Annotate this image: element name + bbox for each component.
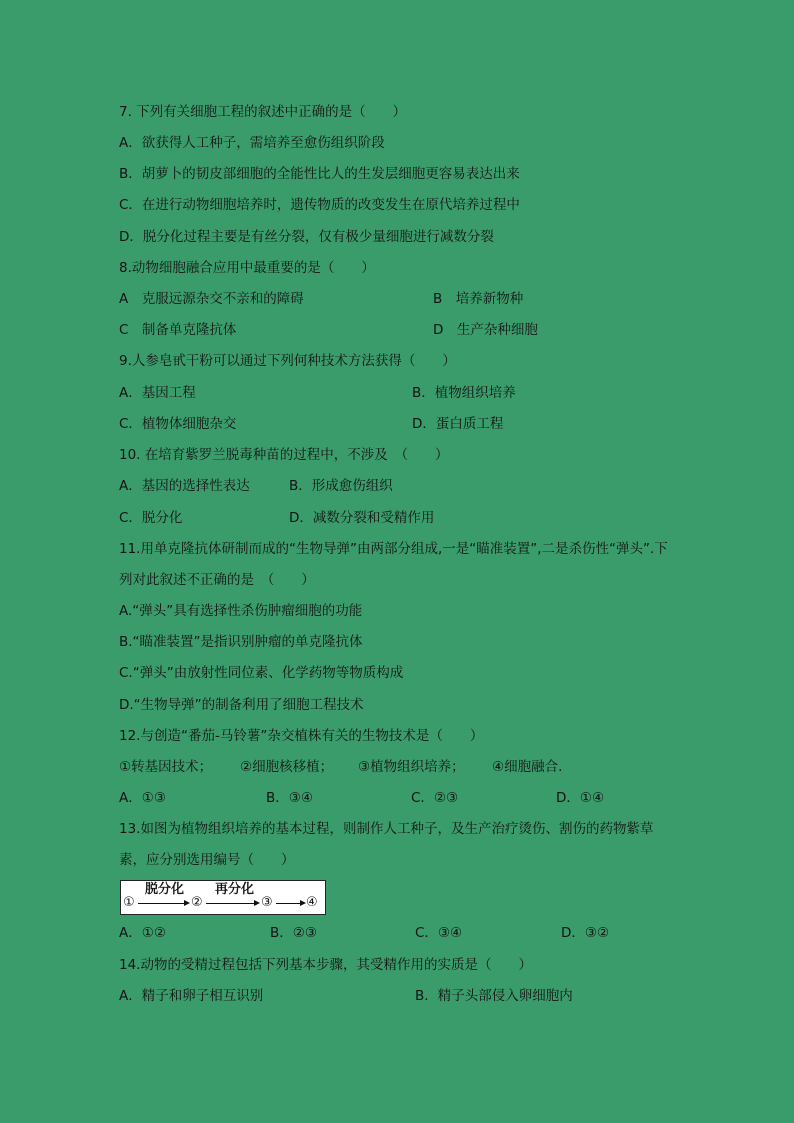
q13-option-b: B．②③ (270, 925, 317, 941)
q14-stem: 14.动物的受精过程包括下列基本步骤，其受精作用的实质是（ ） (119, 957, 532, 973)
q8-option-b: B 培养新物种 (433, 291, 524, 307)
q12-item-2: ②细胞核移植； (240, 759, 334, 775)
q12-option-d: D．①④ (556, 790, 605, 806)
figure-arrow-1 (138, 903, 185, 904)
figure-arrow-2 (206, 903, 254, 904)
q7-option-c: C．在进行动物细胞培养时，遗传物质的改变发生在原代培养过程中 (119, 197, 520, 213)
q8-option-a: A 克服远源杂交不亲和的障碍 (119, 291, 304, 307)
q10-option-d: D．减数分裂和受精作用 (289, 510, 435, 526)
q8-option-c: C 制备单克隆抗体 (119, 322, 237, 338)
q12-item-1: ①转基因技术； (119, 759, 213, 775)
q9-option-a: A．基因工程 (119, 385, 196, 401)
q12-item-3: ③植物组织培养； (358, 759, 465, 775)
tissue-culture-process-figure (120, 880, 326, 915)
q10-stem: 10. 在培育紫罗兰脱毒种苗的过程中，不涉及 （ ） (119, 447, 449, 463)
q10-option-a: A．基因的选择性表达 (119, 478, 250, 494)
q12-item-4: ④细胞融合. (492, 759, 563, 775)
q12-stem: 12.与创造“番茄-马铃薯”杂交植株有关的生物技术是（ ） (119, 728, 484, 744)
q13-option-a: A．①② (119, 925, 166, 941)
q13-stem-line1: 13.如图为植物组织培养的基本过程，则制作人工种子，及生产治疗烫伤、割伤的药物紫草 (119, 821, 654, 837)
q11-option-c: C.“弹头”由放射性同位素、化学药物等物质构成 (119, 665, 404, 681)
q11-option-a: A.“弹头”具有选择性杀伤肿瘤细胞的功能 (119, 603, 363, 619)
figure-label-redifferentiation: 再分化 (215, 882, 255, 897)
q7-option-b: B．胡萝卜的韧皮部细胞的全能性比人的生发层细胞更容易表达出来 (119, 166, 520, 182)
figure-step-4: ④ (306, 895, 318, 910)
figure-arrow-3 (276, 903, 300, 904)
q9-option-d: D．蛋白质工程 (412, 416, 504, 432)
q7-option-a: A．欲获得人工种子，需培养至愈伤组织阶段 (119, 135, 385, 151)
q13-stem-line2: 素，应分别选用编号（ ） (119, 852, 295, 868)
q12-option-b: B．③④ (266, 790, 313, 806)
q9-option-b: B．植物组织培养 (412, 385, 516, 401)
q12-option-a: A．①③ (119, 790, 166, 806)
q7-option-d: D．脱分化过程主要是有丝分裂，仅有极少量细胞进行减数分裂 (119, 229, 494, 245)
figure-step-2: ② (191, 895, 203, 910)
q13-option-c: C．③④ (415, 925, 463, 941)
q11-option-d: D.“生物导弹”的制备利用了细胞工程技术 (119, 697, 364, 713)
figure-step-3: ③ (261, 895, 273, 910)
figure-arrowhead-3 (300, 900, 306, 906)
q8-option-d: D 生产杂种细胞 (433, 322, 538, 338)
q9-stem: 9.人参皂甙干粉可以通过下列何种技术方法获得（ ） (119, 353, 456, 369)
q10-option-b: B．形成愈伤组织 (289, 478, 393, 494)
figure-label-dedifferentiation: 脱分化 (145, 882, 185, 897)
q14-option-a: A．精子和卵子相互识别 (119, 988, 264, 1004)
q7-stem: 7. 下列有关细胞工程的叙述中正确的是（ ） (119, 104, 407, 120)
q8-stem: 8.动物细胞融合应用中最重要的是（ ） (119, 260, 375, 276)
q12-option-c: C．②③ (411, 790, 459, 806)
figure-arrowhead-1 (184, 900, 190, 906)
figure-step-1: ① (123, 895, 135, 910)
q11-stem-line1: 11.用单克隆抗体研制而成的“生物导弹”由两部分组成,一是“瞄准装置”,二是杀伤性“弹头”.下 (119, 541, 668, 557)
q13-option-d: D．③② (561, 925, 610, 941)
q11-stem-line2: 列对此叙述不正确的是 （ ） (119, 572, 315, 588)
q11-option-b: B.“瞄准装置”是指识别肿瘤的单克隆抗体 (119, 634, 363, 650)
q10-option-c: C．脱分化 (119, 510, 183, 526)
figure-arrowhead-2 (254, 900, 260, 906)
q14-option-b: B．精子头部侵入卵细胞内 (415, 988, 573, 1004)
q9-option-c: C．植物体细胞杂交 (119, 416, 237, 432)
